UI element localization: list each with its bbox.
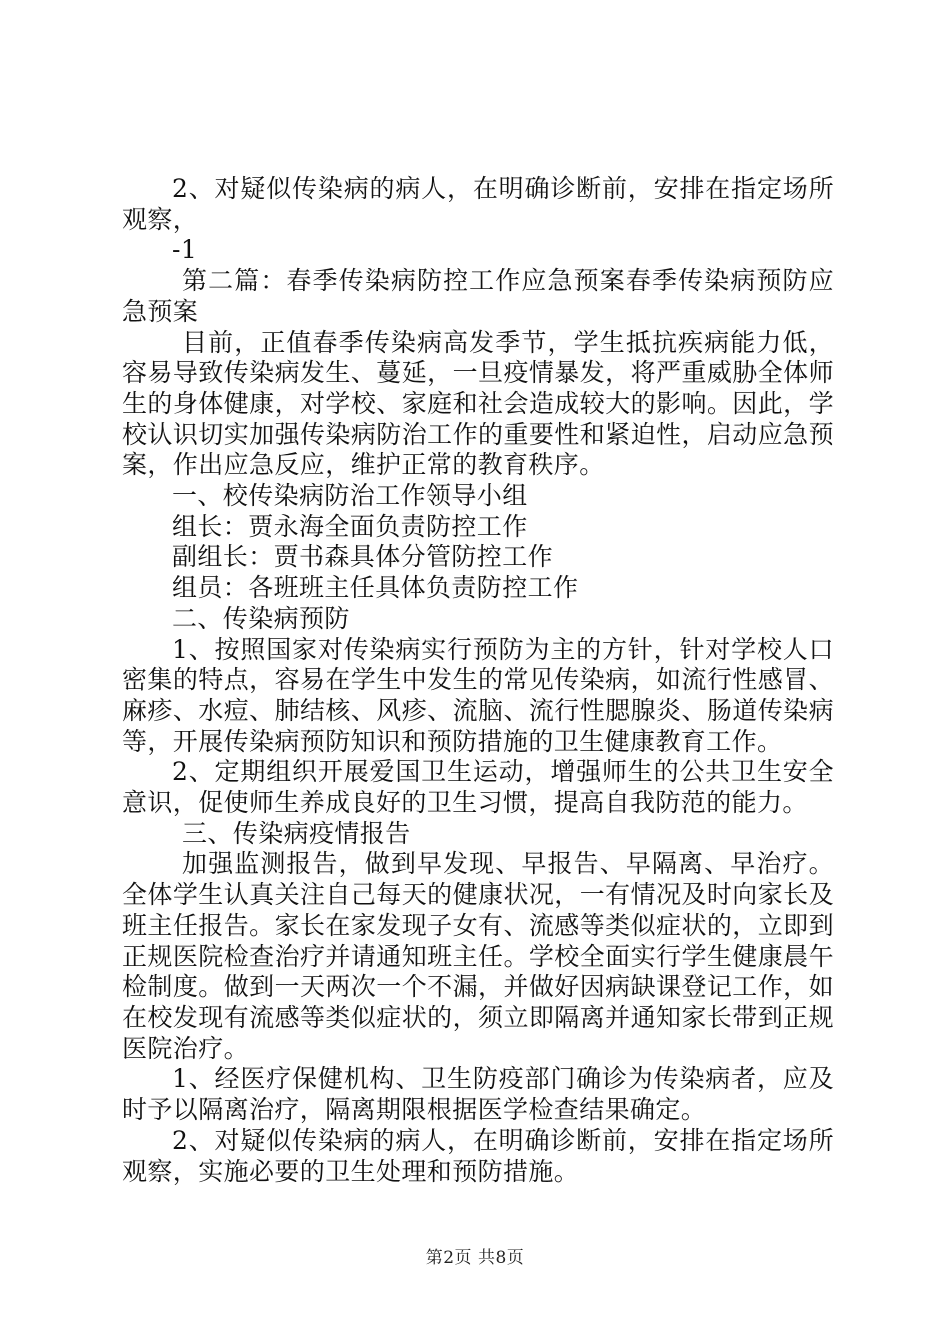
page-number: 第2页 共8页 xyxy=(425,1248,525,1268)
heading-leadership-group: 一、校传染病防治工作领导小组 xyxy=(172,481,528,511)
paragraph-group-members: 组员：各班班主任具体负责防控工作 xyxy=(172,573,579,603)
paragraph-deputy-leader: 副组长：贾书森具体分管防控工作 xyxy=(172,542,554,572)
document-body xyxy=(122,174,834,1187)
paragraph-monitoring-report: 加强监测报告，做到早发现、早报告、早隔离、早治疗。全体学生认真关注自己每天的健康状况，一有情况及时向家长及班主任报告。家长在家发现子女有、流感等类似症状的，立即到正规医院检查治疗并请通知班主任。学校全面实行学生健康晨午检制度。做到一天两次一个不漏，并做好因病缺课登记工作，如在校发现有流感等类似症状的，须立即隔离并通知家长带到正规医院治疗。 xyxy=(122,849,834,1063)
paragraph-page-marker: -1 xyxy=(172,235,198,265)
paragraph-group-leader: 组长：贾永海全面负责防控工作 xyxy=(172,511,528,541)
section-title-part-two: 第二篇：春季传染病防控工作应急预案春季传染病预防应急预案 xyxy=(122,266,834,326)
paragraph-report-item-2: 2、对疑似传染病的病人，在明确诊断前，安排在指定场所观察，实施必要的卫生处理和预防措施。 xyxy=(122,1125,834,1186)
paragraph-observation-fragment: 2、对疑似传染病的病人，在明确诊断前，安排在指定场所观察， xyxy=(122,174,834,234)
paragraph-prevention-item-2: 2、定期组织开展爱国卫生运动，增强师生的公共卫生安全意识，促使师生养成良好的卫生习惯，提高自我防范的能力。 xyxy=(122,757,834,818)
paragraph-prevention-item-1: 1、按照国家对传染病实行预防为主的方针，针对学校人口密集的特点，容易在学生中发生的常见传染病，如流行性感冒、麻疹、水痘、肺结核、风疹、流脑、流行性腮腺炎、肠道传染病等，开展传染病预防知识和预防措施的卫生健康教育工作。 xyxy=(122,634,834,756)
heading-prevention: 二、传染病预防 xyxy=(172,603,350,633)
paragraph-introduction: 目前，正值春季传染病高发季节，学生抵抗疾病能力低，容易导致传染病发生、蔓延，一旦疫情暴发，将严重威胁全体师生的身体健康，对学校、家庭和社会造成较大的影响。因此，学校认识切实加强传染病防治工作的重要性和紧迫性，启动应急预案，作出应急反应，维护正常的教育秩序。 xyxy=(122,327,834,480)
paragraph-report-item-1: 1、经医疗保健机构、卫生防疫部门确诊为传染病者，应及时予以隔离治疗，隔离期限根据医学检查结果确定。 xyxy=(122,1064,834,1125)
heading-epidemic-report: 三、传染病疫情报告 xyxy=(182,818,411,848)
